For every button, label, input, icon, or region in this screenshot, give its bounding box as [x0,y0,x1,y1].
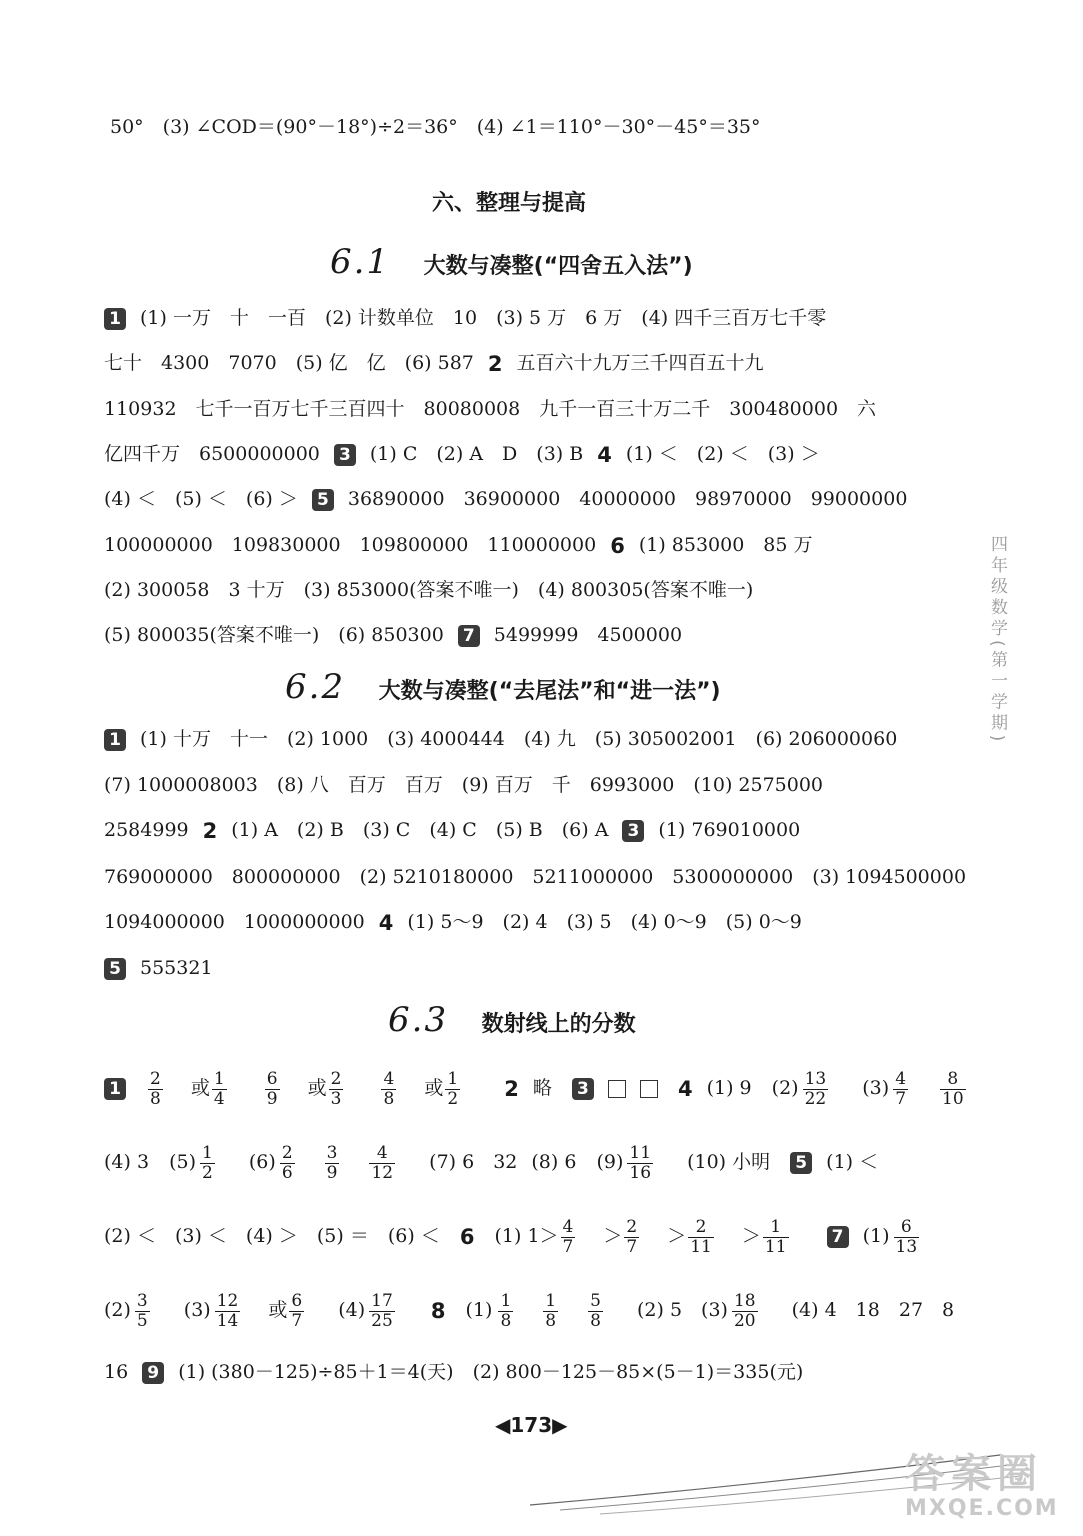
empty-square-icon [608,1080,626,1098]
fraction: $\frac{2}{8}$ [150,1068,161,1109]
fraction: $\frac{1}{4}$ [213,1068,225,1109]
question-number: 4 [597,443,612,467]
section-number: 6.3 [388,1000,449,1040]
question-badge: 7 [458,625,480,647]
answer-text: 五百六十九万三千四百五十九 [516,352,764,374]
answer-text: 七十 4300 7070 (5) 亿 亿 (6) 587 [104,352,474,374]
answer-line [104,533,827,558]
answer-line [104,1360,817,1384]
answer-text: (1) 9 [706,1077,752,1099]
fraction: $\frac{12}{14}$ [216,1290,239,1331]
triangle-left-icon: ◀ [495,1413,511,1437]
answer-text: 5499999 4500000 [493,624,683,646]
answer-line [104,818,814,843]
fraction: $\frac{2}{11}$ [690,1216,712,1257]
top-line: 50° (3) ∠COD＝(90°－18°)÷2＝36° (4) ∠1＝110°－30°－45°＝35° [110,116,761,138]
fraction: $\frac{4}{12}$ [371,1142,394,1183]
section-title: 数射线上的分数 [481,1012,636,1037]
answer-line [104,956,227,980]
question-number: 2 [504,1077,519,1101]
answer-text: (1) 5～9 (2) 4 (3) 5 (4) 0～9 (5) 0～9 [407,911,802,933]
answer-text: (7) 6 32 [429,1151,518,1173]
fraction: $\frac{1}{8}$ [500,1290,512,1331]
triangle-right-icon: ▶ [552,1413,568,1437]
empty-square-icon [640,1080,658,1098]
fraction: $\frac{4}{8}$ [383,1068,395,1109]
section-number: 6.2 [285,667,346,707]
answer-line [104,623,696,647]
answer-line [104,487,921,511]
fraction: $\frac{6}{7}$ [291,1290,303,1331]
answer-text: (8) 6 [531,1151,577,1173]
fraction: $\frac{1}{8}$ [545,1290,557,1331]
answer-line: (2) $\frac{3}{5}$ (3) $\frac{12}{14}$ 或 $\frac{6}{7}$ (4) $\frac{17}{25}$ 8 (1) $\frac{1}{8}$ $\frac{1}{8}$ $\frac{5}{8}$ (2) 5 (3) $\frac{18}{20}$ (4) 4 18 27 8 [104,1288,968,1333]
fraction: $\frac{8}{10}$ [942,1068,964,1109]
section-6-3-header [388,1000,636,1040]
fraction: $\frac{13}{22}$ [804,1068,827,1109]
answer-text: (1) ＜ [826,1151,879,1173]
fraction: $\frac{3}{5}$ [136,1290,148,1331]
page-number-text: 173 [510,1413,553,1437]
question-number: 2 [487,352,503,376]
answer-text: (1) 853000 85 万 [638,534,813,556]
section-number: 6.1 [330,242,391,282]
question-badge: 7 [827,1226,849,1248]
watermark-url: MXQE.COM [905,1496,1059,1521]
answer-line: (7) 1000008003 (8) 八 百万 百万 (9) 百万 千 6993000 (10) 2575000 [104,774,824,796]
section-title: 大数与凑整(“四舍五入法”) [423,254,693,279]
answer-line [104,306,840,330]
answer-text: 亿四千万 6500000000 [104,443,320,465]
fraction: $\frac{2}{6}$ [281,1142,293,1183]
fraction: $\frac{1}{2}$ [447,1068,459,1109]
question-badge: 1 [104,308,126,330]
side-book-title: 四年级数学(第一学期) [987,535,1007,746]
answer-text: (4) 4 18 27 8 [791,1299,955,1321]
question-number: 4 [378,911,394,935]
section-6-1-header [330,242,693,282]
section-6-2-header [285,667,721,707]
answer-line: 110932 七千一百万七千三百四十 80080008 九千一百三十万二千 300480000 六 [104,398,877,420]
fraction: $\frac{18}{20}$ [733,1290,756,1331]
answer-line: (2) ＜ (3) ＜ (4) ＞ (5) ＝ (6) ＜ 6 (1) 1＞ $\frac{4}{7}$ ＞ $\frac{2}{7}$ ＞ $\frac{2}{11}$ ＞ $\frac{1}{11}$ 7 (1) $\frac{6}{13}$ [104,1214,947,1259]
answer-line [104,351,778,376]
answer-text: 36890000 36900000 40000000 98970000 99000000 [347,488,908,510]
question-badge: 3 [572,1078,594,1100]
question-badge: 5 [312,489,334,511]
watermark-text: 答案圈 [905,1451,1043,1497]
answer-line: 1 $\frac{2}{8}$ 或 $\frac{1}{4}$ $\frac{6}{9}$ 或 $\frac{2}{3}$ $\frac{4}{8}$ 或 $\frac{1}{2}$ 2 略 3 4 (1) 9 (2) $\frac{13}{22}$ (3) $\frac{4}{7}$ $\frac{8}{10}$ [104,1066,994,1111]
watermark [905,1452,1059,1522]
fraction: $\frac{17}{25}$ [371,1290,393,1331]
answer-text: 16 [104,1361,129,1383]
question-badge: 5 [104,958,126,980]
question-badge: 3 [334,444,356,466]
fraction: $\frac{1}{11}$ [764,1216,787,1257]
answer-text: (1) (380－125)÷85＋1＝4(天) (2) 800－125－85×(5－1)＝335(元) [178,1361,804,1383]
question-number: 4 [677,1077,693,1101]
answer-line: (2) 300058 3 十万 (3) 853000(答案不唯一) (4) 800305(答案不唯一) [104,579,754,601]
answer-text: (1) A (2) B (3) C (4) C (5) B (6) A [231,819,609,841]
question-number: 2 [202,819,218,843]
question-badge: 1 [104,1078,126,1100]
fraction: $\frac{4}{7}$ [562,1216,574,1257]
question-badge: 1 [104,729,126,751]
answer-text: 2584999 [104,819,189,841]
answer-text: (2) ＜ (3) ＜ (4) ＞ (5) ＝ (6) ＜ [104,1225,440,1247]
answer-text: 略 [532,1077,552,1099]
answer-text: (1) 十万 十一 (2) 1000 (3) 4000444 (4) 九 (5) 305002001 (6) 206000060 [140,728,898,750]
answer-text: 1094000000 1000000000 [104,911,365,933]
question-badge: 9 [142,1362,164,1384]
question-number: 6 [459,1225,475,1249]
question-number: 8 [430,1299,446,1323]
fraction: $\frac{2}{7}$ [626,1216,638,1257]
question-number: 6 [610,534,625,558]
fraction: $\frac{6}{9}$ [266,1068,278,1109]
chapter-title: 六、整理与提高 [432,191,587,216]
fraction: $\frac{11}{16}$ [629,1142,652,1183]
page-number [495,1413,568,1437]
answer-text: (1) 769010000 [658,819,801,841]
fraction: $\frac{6}{13}$ [895,1216,918,1257]
answer-text: (1) C (2) A D (3) B [369,443,584,465]
answer-text: (1) ＜ (2) ＜ (3) ＞ [625,443,820,465]
answer-line [104,442,834,467]
fraction: $\frac{2}{3}$ [330,1068,342,1109]
answer-text: (10) 小明 [687,1151,771,1173]
answer-text: (5) 800035(答案不唯一) (6) 850300 [104,624,444,646]
fraction: $\frac{4}{7}$ [895,1068,907,1109]
question-badge: 3 [622,820,644,842]
answer-line [104,910,816,935]
answer-line [104,727,911,751]
section-title: 大数与凑整(“去尾法”和“进一法”) [378,679,721,704]
fraction: $\frac{5}{8}$ [590,1290,601,1331]
answer-text: (4) ＜ (5) ＜ (6) ＞ [104,488,298,510]
answer-text: (1) 一万 十 一百 (2) 计数单位 10 (3) 5 万 6 万 (4) 四千三百万七千零 [140,307,827,329]
answer-text: (4) 3 [104,1151,150,1173]
fraction: $\frac{1}{2}$ [202,1142,213,1183]
answer-line: 769000000 800000000 (2) 5210180000 5211000000 5300000000 (3) 1094500000 [104,866,967,888]
fraction: $\frac{3}{9}$ [326,1142,338,1183]
answer-text: 555321 [140,957,213,979]
question-badge: 5 [790,1152,812,1174]
answer-line: (4) 3 (5) $\frac{1}{2}$ (6) $\frac{2}{6}$ $\frac{3}{9}$ $\frac{4}{12}$ (7) 6 32 (8) 6 (9) $\frac{11}{16}$ (10) 小明 5 (1) ＜ [104,1142,879,1183]
answer-text: 100000000 109830000 109800000 110000000 [104,534,597,556]
